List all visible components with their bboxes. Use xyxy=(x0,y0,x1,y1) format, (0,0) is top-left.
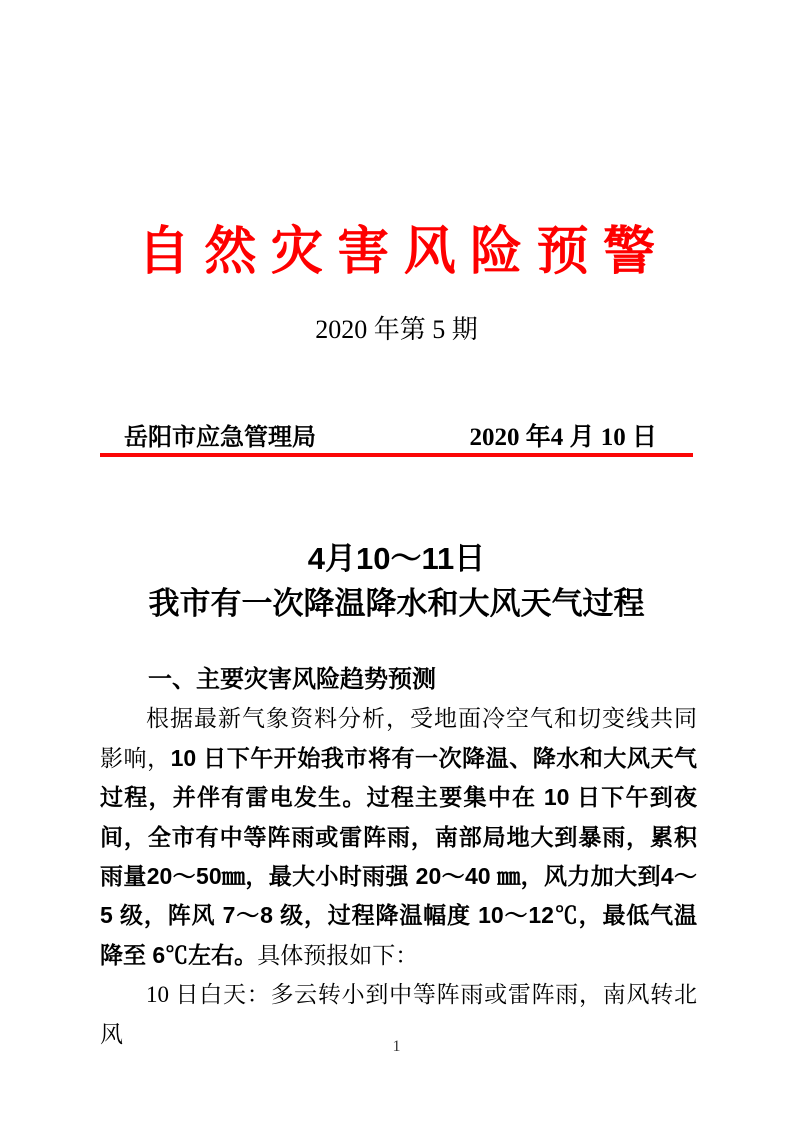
headline xyxy=(0,536,793,626)
page-number: 1 xyxy=(392,1038,401,1055)
para1-lead-text: 根据最新气象资料分析，受地面冷空气和切变线共同影响， xyxy=(100,706,697,771)
headline-line1: 4月10～11日 xyxy=(307,541,486,576)
headline-line2: 我市有一次降温降水和大风天气过程 xyxy=(148,586,645,621)
section-heading: 一、主要灾害风险趋势预测 xyxy=(148,666,436,693)
header-row xyxy=(100,424,693,452)
issue-number: 2020 年第 5 期 xyxy=(315,315,478,344)
red-divider-rule xyxy=(100,453,693,457)
body-text xyxy=(100,660,697,1054)
para1-tail-text: 具体预报如下： xyxy=(257,942,419,968)
issuer-name: 岳阳市应急管理局 xyxy=(124,424,316,451)
banner-title: 自 然 灾 害 风 险 预 警 xyxy=(137,223,656,281)
paragraph-forecast-trend xyxy=(100,699,697,975)
para1-emphasis-text: 10 日下午开始我市将有一次降温、降水和大风天气过程，并伴有雷电发生。过程主要集中在 10 日下午到夜间，全市有中等阵雨或雷阵雨，南部局地大到暴雨，累积雨量20～50㎜，最大小时雨强 20～40 ㎜，风力加大到4～5 级，阵风 7～8 级，过程降温幅度 10～12℃，最低气温降至 6℃左右。 xyxy=(100,744,698,968)
paragraph-day10-forecast: 10 日白天：多云转小到中等阵雨或雷阵雨，南风转北风 xyxy=(100,982,697,1047)
issue-date: 2020 年4 月 10 日 xyxy=(469,424,657,451)
